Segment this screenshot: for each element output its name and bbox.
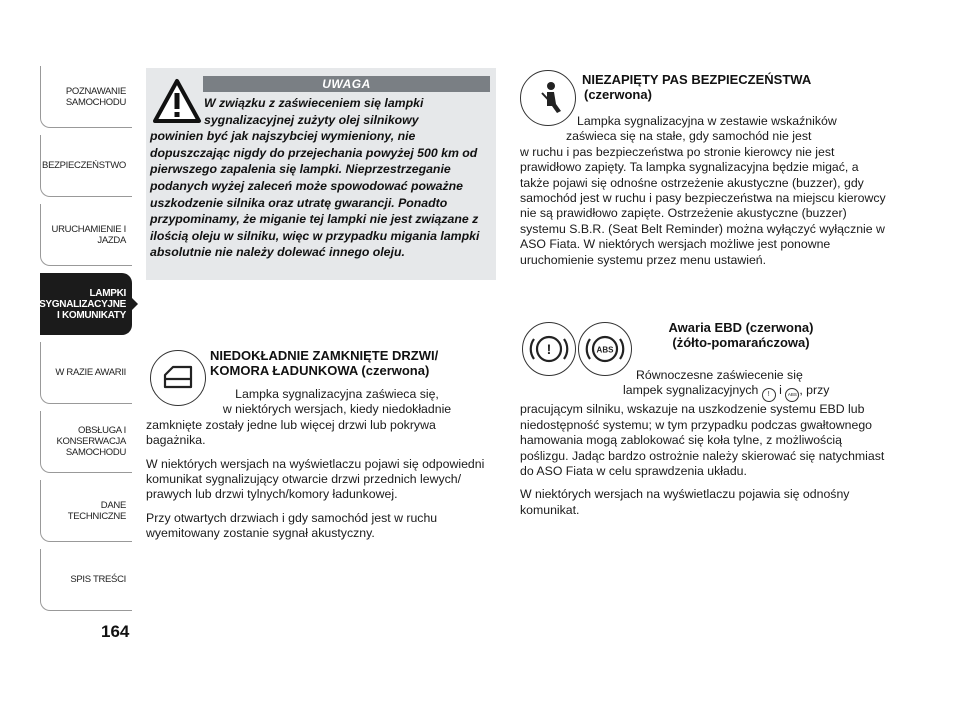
chapter-nav (40, 66, 132, 618)
ebd-intro-line1: Równoczesne zaświecenie się (636, 368, 803, 382)
page-number: 164 (101, 622, 130, 641)
nav-item-label: DANE TECHNICZNE (67, 499, 126, 522)
nav-item-label: OBSŁUGA I KONSERWACJA SAMOCHODU (56, 425, 126, 458)
nav-item-bezpieczenstwo[interactable] (40, 135, 132, 197)
brake-warning-inline-icon: ! (762, 388, 776, 402)
ebd-title (636, 320, 846, 350)
doors-title (210, 348, 500, 378)
nav-item-label: URUCHAMIENIE I JAZDA (51, 223, 126, 246)
nav-item-label: LAMPKI SYGNALIZACYJNE I KOMUNIKATY (39, 287, 126, 321)
warning-line1: W związku z zaświeceniem się lampki (204, 96, 424, 110)
warning-rest: powinien być jak najszybciej wymieniony, nie dopuszczając nigdy do przejechania powyżej 500 km od pierwszego zapalenia się lampki. Nieprzestrzeganie podanych wyżej zaleceń może spowodować poważne uszkodzenie silnika oraz utratę gwarancji. Ponadto przypominamy, że miganie tej lampki nie jest związane z ilością oleju w silniku, więc w przypadku migania lampki absolutnie nie należy dolewać innego oleju. (150, 129, 480, 260)
doors-intro-line1: Lampka sygnalizacyjna zaświeca się, (235, 387, 439, 401)
nav-item-uruchamienie[interactable] (40, 204, 132, 266)
brake-warning-icon-label: ! (546, 341, 552, 357)
nav-item-dane[interactable] (40, 480, 132, 542)
abs-icon-label: ABS (596, 345, 614, 355)
abs-inline-icon: ABS (785, 388, 799, 402)
seatbelt-body (520, 114, 890, 268)
seatbelt-intro-line2: zaświeca się na stałe, gdy samochód nie jest (566, 129, 812, 144)
warning-text (150, 95, 494, 261)
nav-item-label: W RAZIE AWARII (55, 367, 126, 378)
seatbelt-title-line2: (czerwona) (584, 87, 652, 102)
nav-item-obsluga[interactable] (40, 411, 132, 473)
nav-item-label: SPIS TREŚCI (70, 574, 126, 585)
doors-title-line2: KOMORA ŁADUNKOWA (czerwona) (210, 363, 430, 378)
ebd-para2: W niektórych wersjach na wyświetlaczu pojawia się odnośny komunikat. (520, 487, 850, 517)
ebd-title-line1: Awaria EBD (czerwona) (668, 320, 814, 335)
warning-line2: sygnalizacyjnej zużyty olej silnikowy (204, 112, 419, 127)
seatbelt-intro-line1: Lampka sygnalizacyjna w zestawie wskaźników (577, 114, 837, 128)
warning-header: UWAGA (203, 76, 490, 92)
doors-title-line1: NIEDOKŁADNIE ZAMKNIĘTE DRZWI/ (210, 348, 439, 363)
ebd-intro-line2-c: , przy (799, 383, 830, 398)
seatbelt-title (582, 72, 882, 102)
ebd-intro-line2-b: i (779, 383, 782, 398)
nav-item-lampki[interactable] (40, 273, 132, 335)
doors-intro-rest: zamknięte zostały jedne lub więcej drzwi lub pokrywa bagażnika. (146, 417, 436, 448)
doors-body (146, 387, 498, 550)
ebd-title-line2: (żółto-pomarańczowa) (672, 335, 810, 350)
nav-item-awarii[interactable] (40, 342, 132, 404)
ebd-intro-line2-a: lampek sygnalizacyjnych (623, 383, 759, 398)
ebd-rest: pracującym silniku, wskazuje na uszkodzenie systemu EBD lub niedostępność systemu; w tym przypadku podczas gwałtownego hamowania mogą zablokować się koła tylne, z możliwością poślizgu. Jadąc bardzo ostrożnie należy skierować się natychmiast do ASO Fiata w celu sprawdzenia układu. (520, 402, 885, 479)
warning-box (146, 68, 496, 280)
nav-item-label: BEZPIECZEŃSTWO (42, 160, 126, 171)
nav-item-label: POZNAWANIE SAMOCHODU (65, 85, 126, 108)
seatbelt-rest: w ruchu i pas bezpieczeństwa po stronie kierowcy nie jest prawidłowo zapięty. Ta lampka sygnalizacyjna będzie migać, a także pojawi się odnośne ostrzeżenie akustyczne (buzzer), gdy samochód jest w ruchu i pasy bezpieczeństwa na miejscu kierowcy nie są prawidłowo zapięte. Ostrzeżenie akustyczne (buzzer) systemu S.B.R. (Seat Belt Reminder) można wyłączyć wyłącznie w ASO Fiata. W niektórych wersjach możliwe jest ponowne uruchomienie systemu przez menu ustawień. (520, 144, 886, 267)
doors-intro-line2: w niektórych wersjach, kiedy niedokładnie (222, 402, 452, 417)
doors-para3: Przy otwartych drzwiach i gdy samochód jest w ruchu wyemitowany zostanie sygnał akustyczny. (146, 510, 438, 541)
seatbelt-title-line1: NIEZAPIĘTY PAS BEZPIECZEŃSTWA (582, 72, 812, 87)
nav-item-spis[interactable] (40, 549, 132, 611)
ebd-body (520, 368, 890, 526)
doors-para2: W niektórych wersjach na wyświetlaczu pojawi się odpowiedni komunikat sygnalizujący otwarcie drzwi przednich lewych/ prawych lub drzwi tylnych/komory ładunkowej. (146, 456, 485, 502)
nav-item-poznawanie[interactable] (40, 66, 132, 128)
